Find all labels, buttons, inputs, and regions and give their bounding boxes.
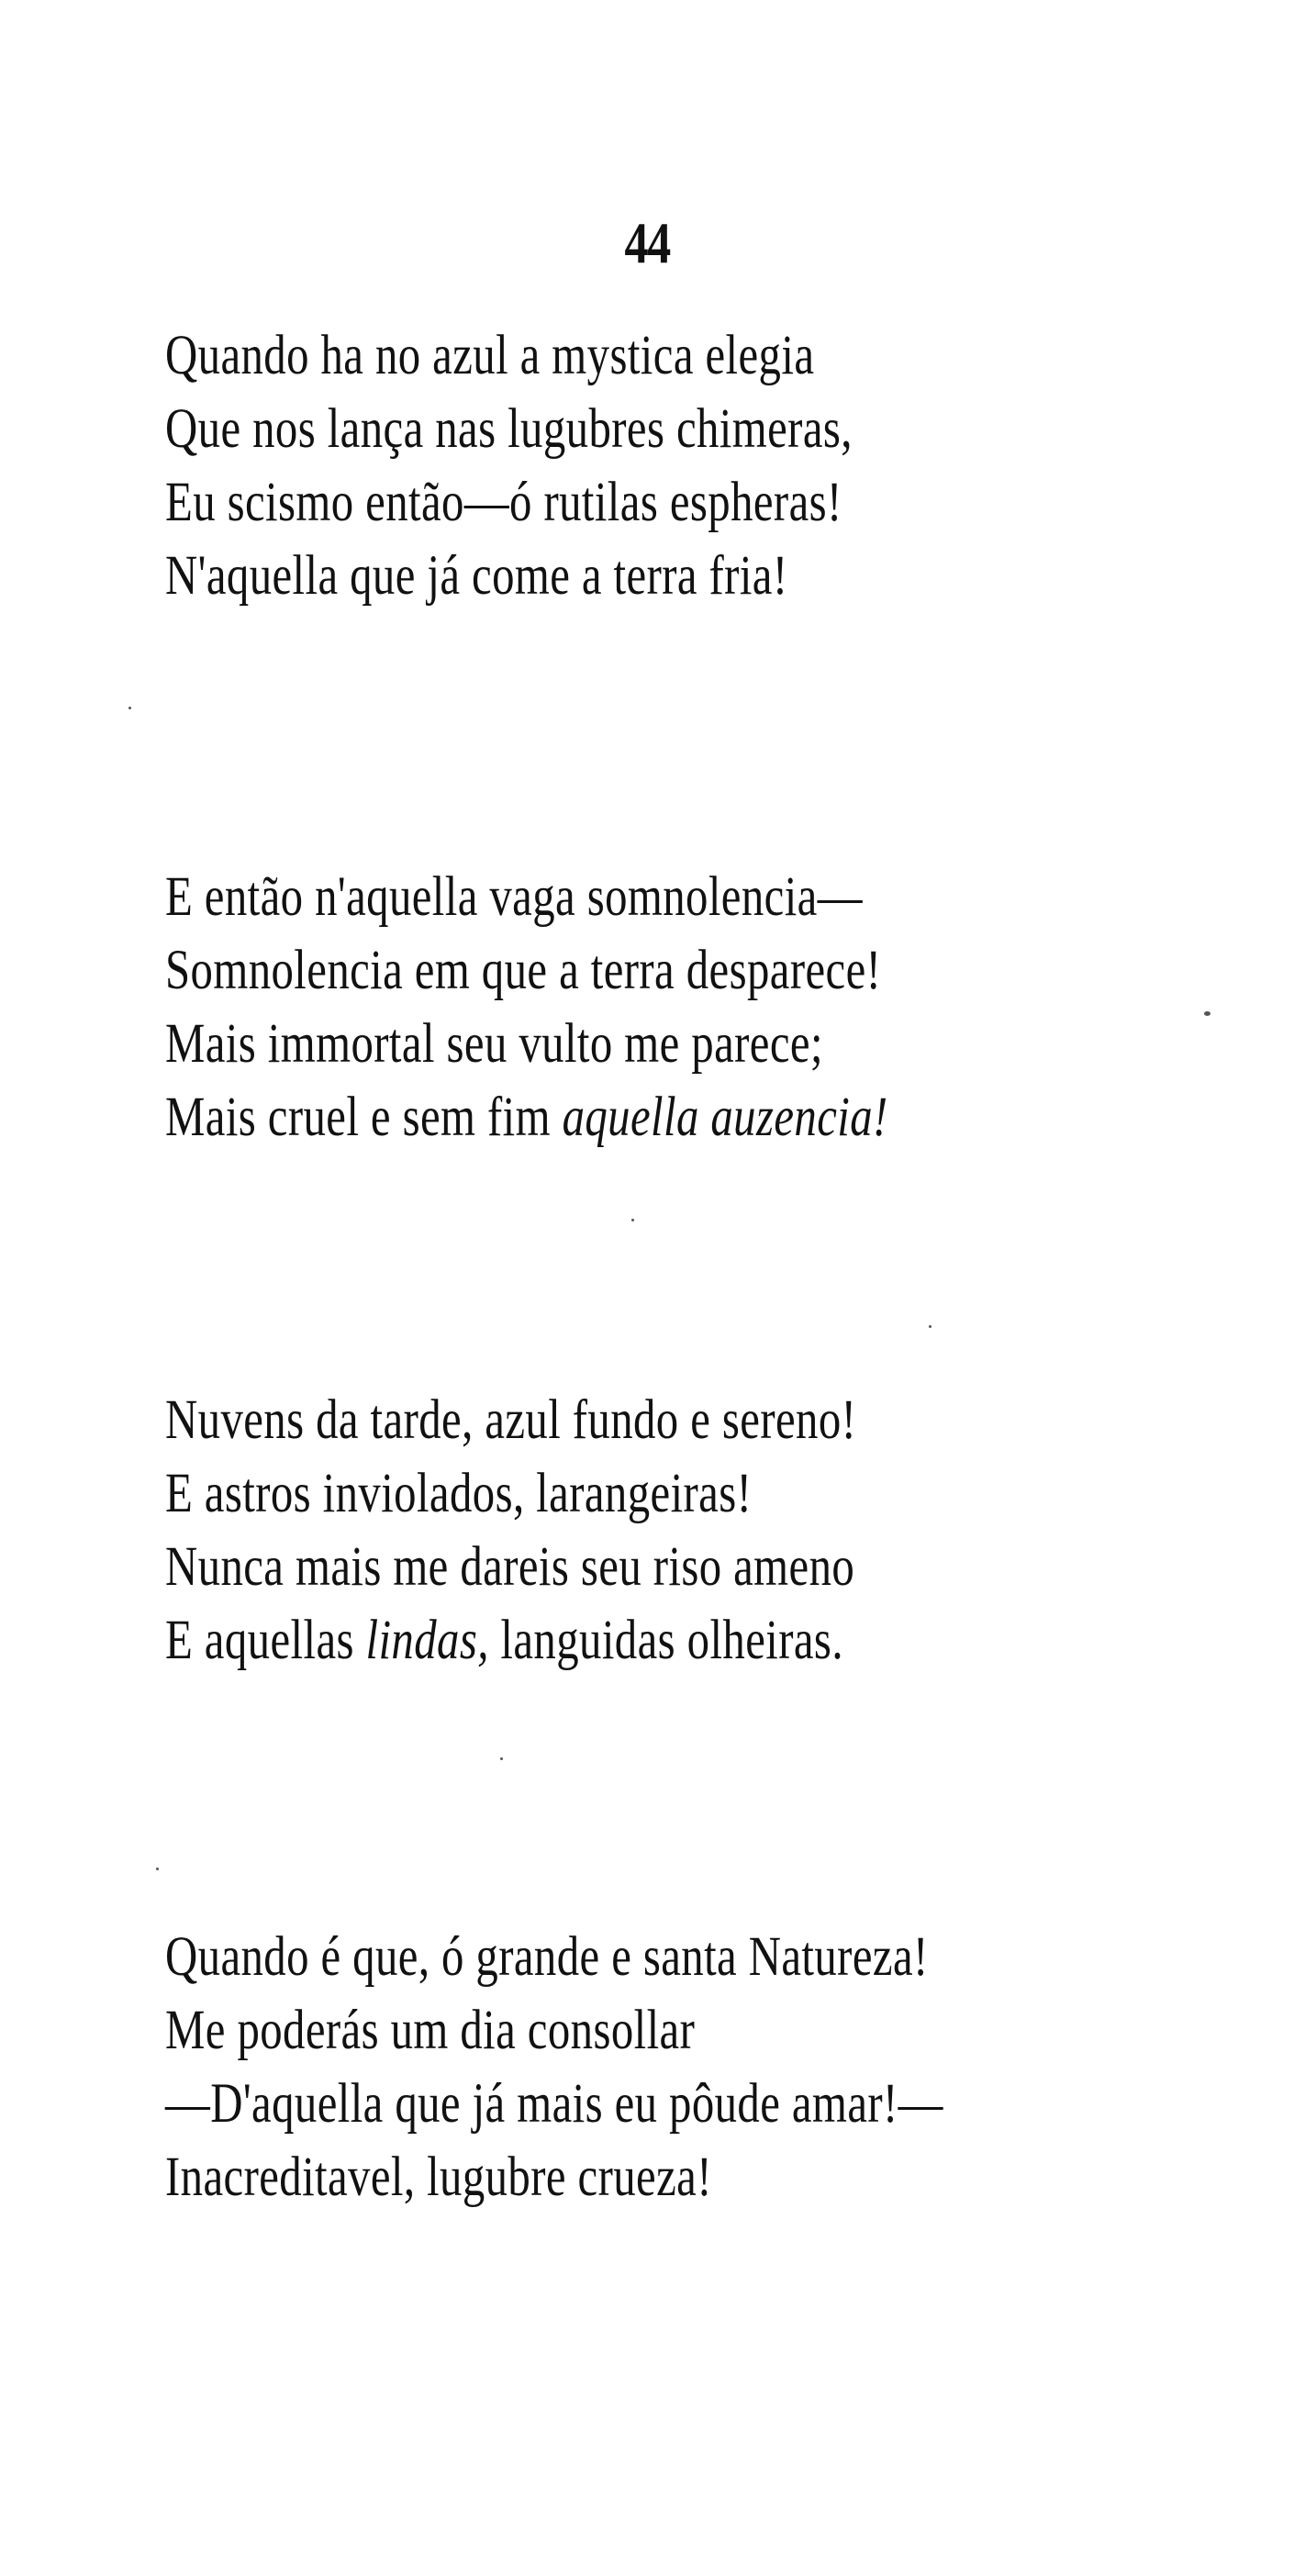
verse-line: Inacreditavel, lugubre crueza!	[165, 2147, 712, 2208]
verse-text: languidas olheiras.	[488, 1610, 843, 1671]
verse-italic-text: lindas,	[365, 1610, 489, 1671]
verse-line: Nuvens da tarde, azul fundo e sereno!	[165, 1389, 857, 1451]
verse-line: —D'aquella que já mais eu pôude amar!—	[165, 2073, 943, 2135]
verse-text: Mais cruel e sem fim	[165, 1087, 563, 1148]
verse-line: Mais immortal seu vulto me parece;	[165, 1013, 823, 1075]
stanza-1	[165, 319, 1175, 613]
verse-line: Eu scismo então—ó rutilas espheras!	[165, 472, 842, 533]
verse-line: Que nos lança nas lugubres chimeras,	[165, 398, 853, 460]
verse-line	[165, 1604, 973, 1678]
page-number: 44	[624, 210, 670, 275]
print-speck	[631, 1219, 634, 1221]
print-speck	[500, 1757, 503, 1760]
verse-line: Somnolencia em que a terra desparece!	[165, 940, 882, 1001]
print-speck	[929, 1325, 931, 1328]
verse-line: Nunca mais me dareis seu riso ameno	[165, 1536, 855, 1598]
verse-line: Quando ha no azul a mystica elegia	[165, 325, 815, 386]
verse-italic-text: aquella auzencia!	[562, 1087, 888, 1148]
verse-line: Me poderás um dia consollar	[165, 2000, 696, 2061]
verse-line: N'aquella que já come a terra fria!	[165, 545, 788, 607]
stanza-2	[165, 861, 1175, 1154]
verse-line	[165, 1081, 973, 1154]
verse-line: E então n'aquella vaga somnolencia—	[165, 866, 863, 928]
print-speck	[156, 1868, 159, 1870]
verse-text: E aquellas	[165, 1610, 366, 1671]
stanza-3	[165, 1384, 1175, 1678]
print-speck	[128, 707, 131, 709]
stanza-4	[165, 1921, 1175, 2214]
verse-line: Quando é que, ó grande e santa Natureza!	[165, 1926, 929, 1988]
verse-line: E astros inviolados, larangeiras!	[165, 1463, 753, 1524]
print-speck	[1204, 1011, 1210, 1016]
